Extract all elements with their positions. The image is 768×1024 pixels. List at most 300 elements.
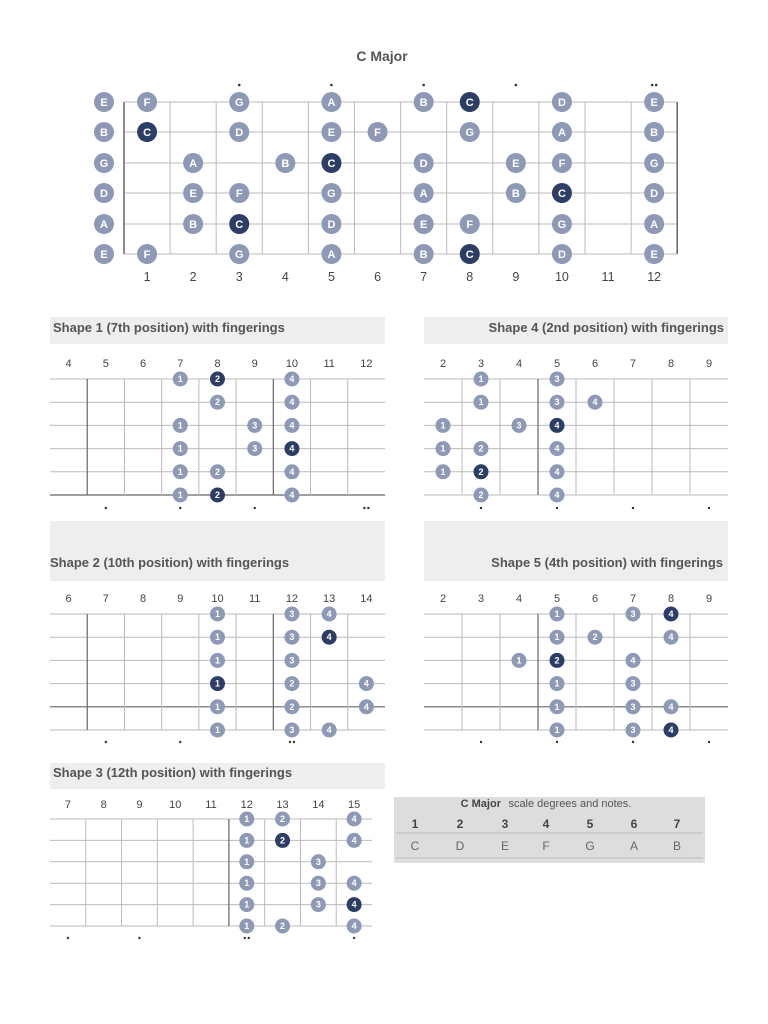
finger-dot bbox=[474, 395, 489, 410]
main-fretboard-grid bbox=[124, 102, 677, 254]
finger-number: 2 bbox=[214, 397, 221, 408]
inlay-dot bbox=[179, 507, 181, 509]
fret-number: 8 bbox=[214, 358, 221, 370]
finger-dot bbox=[550, 630, 565, 645]
note-label: G bbox=[234, 97, 244, 109]
finger-dot bbox=[664, 699, 679, 714]
inlay-dot bbox=[480, 507, 482, 509]
finger-dot bbox=[322, 607, 337, 622]
finger-number: 1 bbox=[554, 609, 560, 619]
finger-number: 4 bbox=[326, 725, 332, 735]
root-finger-dot bbox=[347, 897, 362, 912]
inlay-dot bbox=[244, 937, 246, 939]
finger-number: 4 bbox=[554, 466, 560, 477]
finger-number: 4 bbox=[668, 701, 674, 712]
fret-number: 4 bbox=[281, 270, 289, 284]
scale-note bbox=[229, 244, 249, 264]
finger-dot bbox=[284, 372, 299, 387]
degree-number: 3 bbox=[501, 817, 509, 831]
finger-dot bbox=[239, 919, 254, 934]
scale-note bbox=[321, 122, 341, 142]
scale-note bbox=[644, 183, 664, 203]
finger-dot bbox=[550, 676, 565, 691]
shape-header-bg bbox=[424, 521, 728, 581]
finger-dot bbox=[626, 699, 641, 714]
fret-number: 9 bbox=[251, 358, 258, 370]
finger-number: 2 bbox=[214, 466, 221, 477]
root-note bbox=[137, 122, 157, 142]
finger-number: 2 bbox=[280, 814, 286, 824]
shape-header-bg bbox=[50, 521, 385, 581]
finger-number: 1 bbox=[244, 814, 250, 824]
finger-number: 1 bbox=[214, 632, 221, 643]
table-caption-rest: scale degrees and notes. bbox=[508, 798, 632, 810]
note-label: B bbox=[100, 127, 108, 139]
fret-number: 2 bbox=[189, 270, 197, 284]
fret-number: 6 bbox=[591, 593, 599, 605]
finger-number: 4 bbox=[554, 490, 560, 500]
note-label: F bbox=[143, 97, 151, 109]
scale-note bbox=[644, 122, 664, 142]
finger-number: 3 bbox=[289, 632, 295, 643]
note-label: F bbox=[235, 188, 243, 200]
scale-note bbox=[137, 92, 157, 112]
finger-dot bbox=[550, 488, 565, 503]
inlay-dot bbox=[67, 937, 69, 939]
shape-2-diagram bbox=[50, 521, 385, 743]
inlay-dot bbox=[248, 937, 250, 939]
fret-number: 11 bbox=[205, 799, 217, 811]
fret-number: 14 bbox=[312, 799, 325, 811]
note-label: A bbox=[419, 188, 428, 200]
finger-dot bbox=[436, 418, 451, 433]
scale-note bbox=[414, 214, 434, 234]
finger-dot bbox=[626, 653, 641, 668]
finger-dot bbox=[311, 876, 326, 891]
finger-number: 2 bbox=[289, 701, 295, 712]
finger-number: 4 bbox=[289, 420, 295, 431]
fret-number: 7 bbox=[629, 593, 637, 605]
finger-dot bbox=[626, 607, 641, 622]
finger-dot bbox=[239, 833, 254, 848]
note-label: A bbox=[327, 249, 336, 261]
note-label: B bbox=[419, 97, 428, 109]
finger-number: 1 bbox=[214, 609, 221, 619]
finger-number: 3 bbox=[289, 655, 295, 666]
fret-number: 7 bbox=[102, 593, 109, 605]
finger-number: 4 bbox=[668, 609, 674, 619]
degree-note: B bbox=[672, 839, 682, 853]
scale-note bbox=[183, 183, 203, 203]
finger-number: 1 bbox=[554, 678, 560, 689]
shape-title: Shape 3 (12th position) with fingerings bbox=[53, 765, 293, 780]
note-label: B bbox=[650, 127, 659, 139]
root-note bbox=[460, 92, 480, 112]
inlay-dot bbox=[254, 507, 256, 509]
fret-number: 6 bbox=[65, 593, 72, 605]
root-note bbox=[552, 183, 572, 203]
finger-dot bbox=[239, 876, 254, 891]
fret-number: 7 bbox=[64, 799, 71, 811]
finger-number: 1 bbox=[177, 420, 183, 431]
inlay-dot bbox=[289, 741, 291, 743]
finger-number: 1 bbox=[554, 725, 560, 735]
note-label: G bbox=[327, 188, 336, 200]
scale-note bbox=[644, 153, 664, 173]
note-label: D bbox=[419, 158, 428, 170]
finger-number: 3 bbox=[315, 899, 321, 910]
finger-number: 4 bbox=[630, 655, 636, 666]
scale-degrees-table bbox=[394, 794, 705, 863]
note-label: G bbox=[99, 158, 109, 170]
degree-number: 4 bbox=[542, 817, 550, 831]
scale-note bbox=[552, 122, 572, 142]
degree-note: D bbox=[455, 839, 465, 853]
fret-number: 3 bbox=[477, 358, 485, 370]
scale-note bbox=[321, 214, 341, 234]
finger-dot bbox=[173, 441, 188, 456]
note-label: E bbox=[650, 97, 658, 109]
note-label: D bbox=[100, 188, 108, 200]
shape-5-diagram bbox=[424, 521, 728, 743]
note-label: B bbox=[511, 188, 520, 200]
finger-number: 3 bbox=[630, 609, 636, 619]
finger-number: 3 bbox=[289, 725, 295, 735]
scale-note bbox=[506, 183, 526, 203]
finger-dot bbox=[512, 418, 527, 433]
finger-dot bbox=[239, 854, 254, 869]
fret-number: 14 bbox=[360, 593, 373, 605]
scale-note bbox=[414, 244, 434, 264]
scale-note bbox=[552, 153, 572, 173]
degree-number: 6 bbox=[630, 817, 638, 831]
open-note bbox=[94, 153, 114, 173]
degree-number: 5 bbox=[586, 817, 594, 831]
finger-number: 4 bbox=[289, 443, 295, 454]
fret-number: 10 bbox=[211, 593, 224, 605]
root-finger-dot bbox=[474, 464, 489, 479]
scale-note bbox=[552, 244, 572, 264]
finger-number: 4 bbox=[326, 609, 332, 619]
note-label: A bbox=[327, 97, 336, 109]
finger-number: 2 bbox=[289, 678, 295, 689]
finger-dot bbox=[210, 699, 225, 714]
finger-number: 4 bbox=[289, 374, 295, 384]
fret-number: 7 bbox=[629, 358, 637, 370]
scale-note bbox=[552, 214, 572, 234]
finger-dot bbox=[210, 464, 225, 479]
finger-dot bbox=[359, 699, 374, 714]
note-label: E bbox=[327, 127, 336, 139]
scale-note bbox=[644, 92, 664, 112]
inlay-dot bbox=[655, 84, 658, 87]
fret-number: 11 bbox=[601, 270, 615, 284]
finger-dot bbox=[210, 653, 225, 668]
note-label: D bbox=[557, 249, 566, 261]
finger-number: 3 bbox=[315, 856, 321, 867]
root-note bbox=[229, 214, 249, 234]
finger-dot bbox=[173, 488, 188, 503]
fret-number: 6 bbox=[591, 358, 599, 370]
note-label: G bbox=[465, 127, 475, 139]
scale-note bbox=[229, 92, 249, 112]
finger-number: 3 bbox=[315, 878, 321, 889]
shape-3-diagram bbox=[50, 763, 385, 939]
scale-note bbox=[460, 214, 480, 234]
note-label: B bbox=[281, 158, 290, 170]
finger-dot bbox=[275, 812, 290, 827]
root-finger-dot bbox=[664, 607, 679, 622]
finger-number: 1 bbox=[440, 466, 446, 477]
finger-dot bbox=[284, 395, 299, 410]
inlay-dot bbox=[238, 84, 241, 87]
finger-dot bbox=[550, 699, 565, 714]
note-label: F bbox=[374, 127, 381, 139]
fret-number: 10 bbox=[285, 358, 299, 370]
finger-dot bbox=[210, 723, 225, 738]
note-label: E bbox=[189, 188, 197, 200]
root-finger-dot bbox=[550, 418, 565, 433]
scale-note bbox=[460, 122, 480, 142]
main-fretboard bbox=[94, 48, 677, 284]
finger-dot bbox=[284, 418, 299, 433]
root-finger-dot bbox=[210, 676, 225, 691]
open-note bbox=[94, 122, 114, 142]
scale-note bbox=[368, 122, 388, 142]
finger-number: 1 bbox=[214, 725, 221, 735]
finger-dot bbox=[311, 897, 326, 912]
finger-dot bbox=[284, 676, 299, 691]
finger-dot bbox=[588, 395, 603, 410]
shape-title: Shape 5 (4th position) with fingerings bbox=[491, 555, 723, 570]
degree-note: G bbox=[585, 839, 595, 853]
shape-title: Shape 1 (7th position) with fingerings bbox=[53, 320, 285, 335]
shape-4-diagram bbox=[424, 317, 728, 509]
finger-dot bbox=[474, 372, 489, 387]
inlay-dot bbox=[515, 84, 518, 87]
finger-dot bbox=[347, 812, 362, 827]
scale-note bbox=[414, 92, 434, 112]
fret-number: 9 bbox=[512, 270, 520, 284]
inlay-dot bbox=[353, 937, 355, 939]
finger-dot bbox=[173, 464, 188, 479]
finger-dot bbox=[436, 441, 451, 456]
fret-number: 12 bbox=[240, 799, 253, 811]
finger-number: 1 bbox=[177, 443, 183, 454]
finger-number: 2 bbox=[478, 490, 484, 500]
scale-note bbox=[506, 153, 526, 173]
finger-number: 1 bbox=[244, 878, 250, 889]
fret-number: 8 bbox=[466, 270, 474, 284]
fret-number: 15 bbox=[347, 799, 361, 811]
root-note bbox=[321, 153, 341, 173]
fret-number: 5 bbox=[327, 270, 335, 284]
finger-dot bbox=[239, 812, 254, 827]
open-string-notes bbox=[94, 92, 114, 264]
finger-number: 2 bbox=[478, 443, 484, 454]
finger-dot bbox=[284, 488, 299, 503]
finger-number: 1 bbox=[554, 632, 560, 643]
fret-number: 5 bbox=[553, 358, 561, 370]
finger-number: 1 bbox=[214, 701, 221, 712]
root-finger-dot bbox=[322, 630, 337, 645]
note-label: G bbox=[649, 158, 659, 170]
finger-number: 3 bbox=[554, 397, 560, 408]
degree-note: F bbox=[542, 839, 550, 853]
inlay-dot bbox=[179, 741, 181, 743]
finger-number: 3 bbox=[630, 725, 636, 735]
finger-number: 2 bbox=[280, 835, 286, 846]
note-label: F bbox=[558, 158, 566, 170]
finger-number: 1 bbox=[516, 655, 522, 666]
shape-title: Shape 4 (2nd position) with fingerings bbox=[488, 320, 724, 335]
open-note bbox=[94, 183, 114, 203]
finger-number: 4 bbox=[326, 632, 332, 643]
fret-number: 9 bbox=[705, 593, 713, 605]
finger-dot bbox=[247, 441, 262, 456]
fret-number: 6 bbox=[139, 358, 147, 370]
finger-number: 4 bbox=[554, 420, 560, 431]
fret-number: 5 bbox=[553, 593, 561, 605]
fret-number: 5 bbox=[102, 358, 109, 370]
scale-note bbox=[414, 153, 434, 173]
scale-note bbox=[183, 214, 203, 234]
inlay-dot bbox=[105, 507, 107, 509]
fret-number: 11 bbox=[323, 358, 335, 370]
scale-note bbox=[275, 153, 295, 173]
note-label: A bbox=[189, 158, 198, 170]
finger-dot bbox=[512, 653, 527, 668]
finger-dot bbox=[173, 418, 188, 433]
fret-number: 6 bbox=[374, 270, 382, 284]
fret-number: 13 bbox=[276, 799, 289, 811]
note-label: C bbox=[327, 158, 336, 170]
finger-number: 1 bbox=[478, 397, 484, 408]
note-label: C bbox=[465, 249, 474, 261]
open-note bbox=[94, 92, 114, 112]
finger-number: 3 bbox=[554, 374, 560, 384]
finger-dot bbox=[359, 676, 374, 691]
fret-number: 1 bbox=[143, 270, 151, 284]
inlay-dot bbox=[138, 937, 140, 939]
finger-dot bbox=[664, 630, 679, 645]
note-label: C bbox=[465, 97, 474, 109]
inlay-dot bbox=[556, 507, 558, 509]
finger-dot bbox=[550, 723, 565, 738]
finger-number: 2 bbox=[554, 655, 560, 666]
fret-number: 2 bbox=[439, 358, 447, 370]
finger-number: 2 bbox=[280, 921, 286, 931]
inlay-dot bbox=[651, 84, 654, 87]
note-label: E bbox=[650, 249, 658, 261]
fret-number: 8 bbox=[667, 358, 675, 370]
note-label: A bbox=[650, 219, 659, 231]
finger-number: 3 bbox=[252, 420, 258, 431]
finger-dot bbox=[474, 488, 489, 503]
fret-number: 13 bbox=[323, 593, 336, 605]
finger-number: 4 bbox=[363, 678, 369, 689]
inlay-dot bbox=[632, 507, 634, 509]
open-note bbox=[94, 244, 114, 264]
finger-dot bbox=[550, 607, 565, 622]
scale-note bbox=[229, 122, 249, 142]
fret-number: 12 bbox=[360, 358, 373, 370]
finger-dot bbox=[550, 464, 565, 479]
fret-number: 8 bbox=[100, 799, 107, 811]
scale-note bbox=[229, 183, 249, 203]
finger-number: 4 bbox=[351, 814, 357, 824]
degree-number: 2 bbox=[456, 817, 464, 831]
inlay-dot bbox=[708, 507, 710, 509]
finger-dot bbox=[550, 441, 565, 456]
fret-number: 10 bbox=[554, 270, 569, 284]
finger-number: 1 bbox=[478, 374, 484, 384]
finger-number: 2 bbox=[478, 466, 484, 477]
note-label: E bbox=[100, 97, 108, 109]
note-label: E bbox=[419, 219, 428, 231]
finger-number: 2 bbox=[592, 632, 598, 643]
finger-number: 3 bbox=[516, 420, 522, 431]
finger-dot bbox=[474, 441, 489, 456]
fret-number: 4 bbox=[515, 593, 523, 605]
inlay-dot bbox=[632, 741, 634, 743]
fret-number: 8 bbox=[667, 593, 675, 605]
finger-number: 1 bbox=[244, 921, 250, 931]
finger-number: 1 bbox=[554, 701, 560, 712]
fret-number: 8 bbox=[139, 593, 147, 605]
finger-dot bbox=[275, 919, 290, 934]
main-fret-numbers bbox=[144, 270, 662, 284]
finger-number: 1 bbox=[177, 466, 183, 477]
inlay-dot bbox=[105, 741, 107, 743]
finger-number: 1 bbox=[244, 835, 250, 846]
note-label: E bbox=[512, 158, 520, 170]
finger-dot bbox=[550, 372, 565, 387]
degree-note: E bbox=[500, 839, 510, 853]
note-label: A bbox=[100, 219, 108, 231]
root-note bbox=[460, 244, 480, 264]
inlay-dot bbox=[330, 84, 333, 87]
fret-number: 9 bbox=[705, 358, 713, 370]
finger-number: 4 bbox=[351, 921, 357, 931]
root-finger-dot bbox=[664, 723, 679, 738]
finger-dot bbox=[347, 833, 362, 848]
shape-1-diagram bbox=[50, 317, 385, 509]
fret-number: 10 bbox=[169, 799, 182, 811]
finger-number: 1 bbox=[177, 374, 183, 384]
fret-number: 4 bbox=[65, 358, 72, 370]
finger-number: 1 bbox=[177, 490, 183, 500]
fret-number: 7 bbox=[177, 358, 184, 370]
note-label: F bbox=[466, 219, 474, 231]
finger-number: 4 bbox=[351, 899, 357, 910]
finger-dot bbox=[311, 854, 326, 869]
fret-number: 9 bbox=[177, 593, 184, 605]
finger-number: 4 bbox=[668, 725, 674, 735]
finger-dot bbox=[284, 653, 299, 668]
finger-dot bbox=[239, 897, 254, 912]
finger-dot bbox=[588, 630, 603, 645]
finger-number: 4 bbox=[289, 466, 295, 477]
finger-number: 4 bbox=[351, 835, 357, 846]
degree-note: C bbox=[410, 839, 420, 853]
finger-dot bbox=[284, 630, 299, 645]
degree-number: 1 bbox=[411, 817, 419, 831]
note-label: B bbox=[189, 219, 198, 231]
finger-number: 4 bbox=[351, 878, 357, 889]
finger-number: 3 bbox=[630, 701, 636, 712]
finger-number: 2 bbox=[214, 490, 221, 500]
